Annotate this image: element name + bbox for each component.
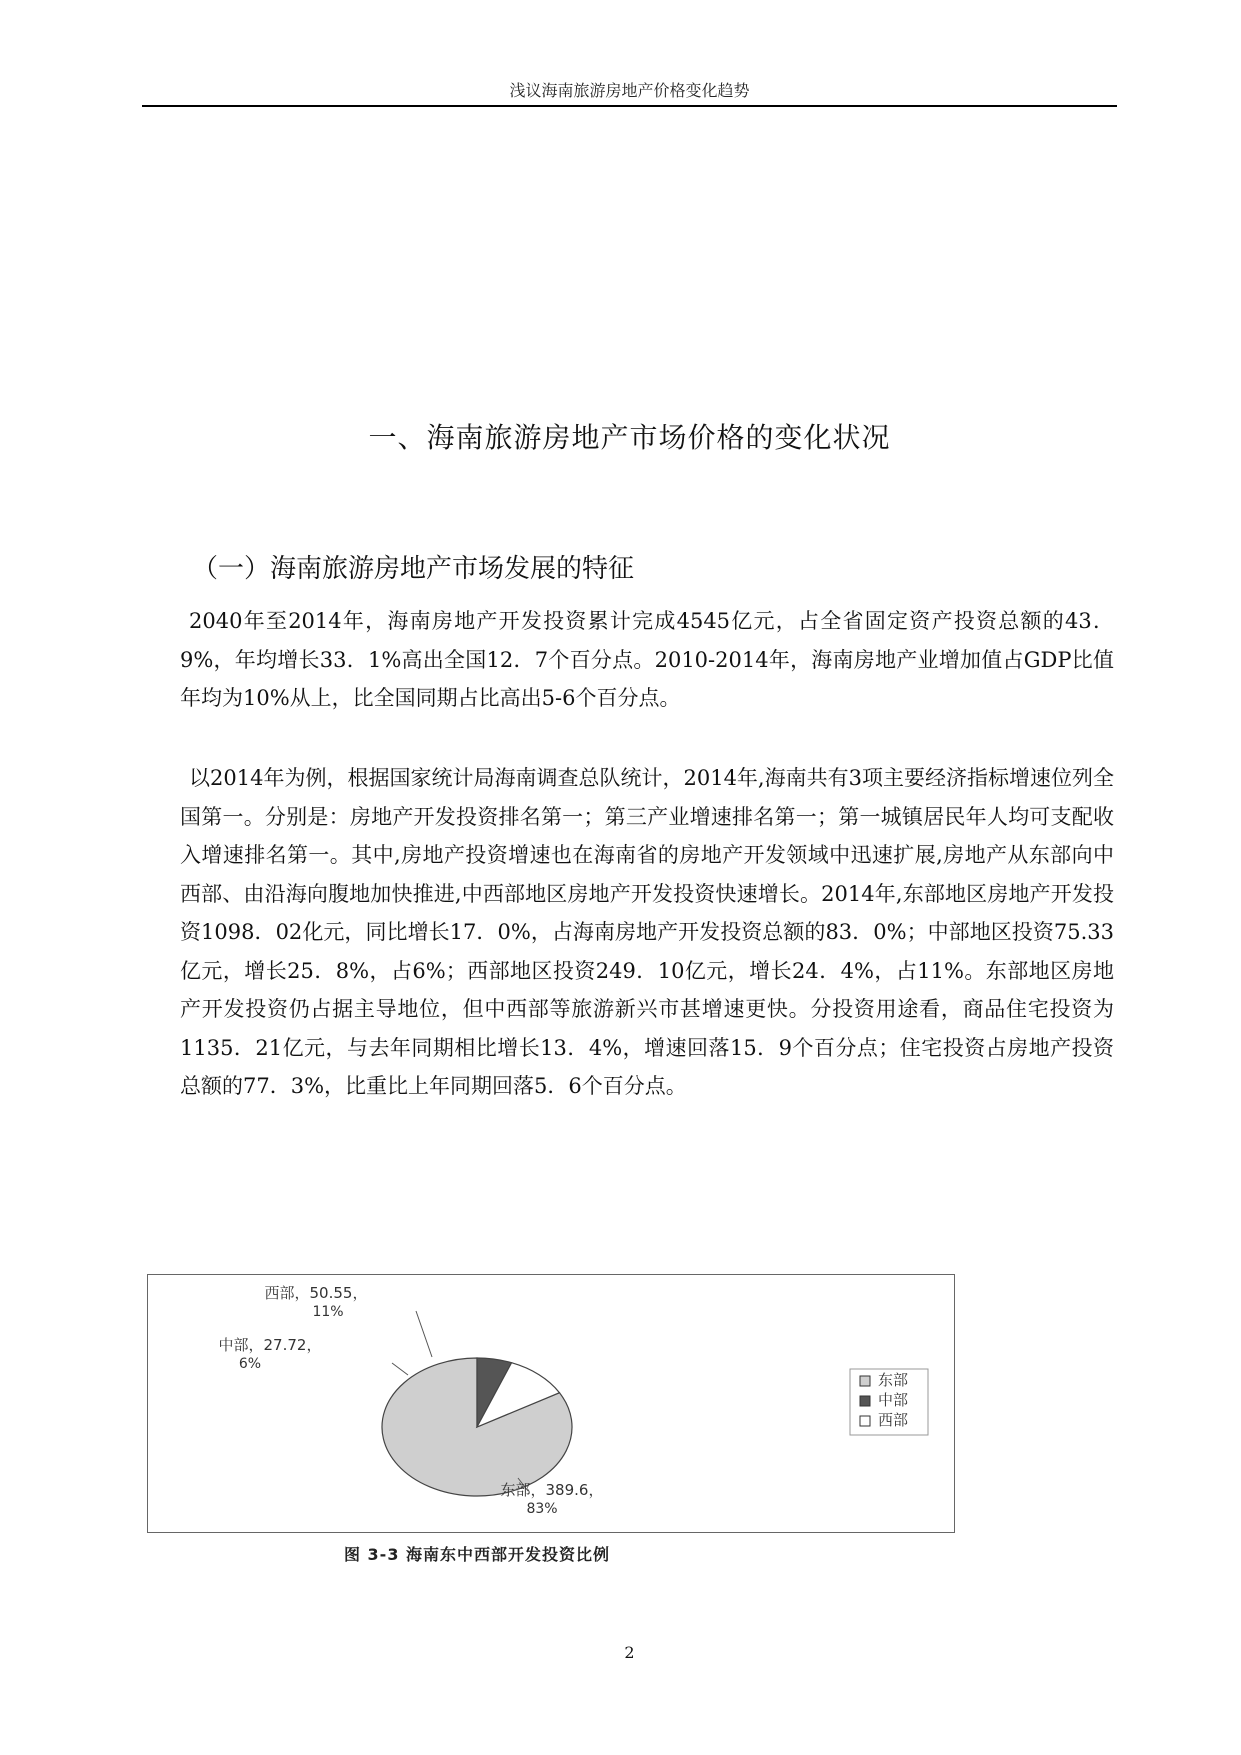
pie-chart	[148, 1275, 954, 1532]
figure-caption: 图 3-3 海南东中西部开发投资比例	[343, 1545, 611, 1564]
paragraph-1: 2040年至2014年，海南房地产开发投资累计完成4545亿元，占全省固定资产投资总额的43．9%，年均增长33．1%高出全国12．7个百分点。2010-2014年，海南房地产业增加值占GDP比值年均为10%从上，比全国同期占比高出5-6个百分点。	[180, 609, 1114, 710]
leader-line	[416, 1311, 432, 1357]
slice-label: 中部，27.72，	[218, 1336, 322, 1354]
pie-chart-figure	[147, 1274, 955, 1533]
slice-percent-label: 6%	[238, 1356, 262, 1372]
legend-label: 东部	[878, 1371, 909, 1389]
legend-label: 中部	[878, 1391, 909, 1409]
page-number: 2	[624, 1643, 635, 1662]
legend-swatch	[860, 1396, 870, 1406]
slice-label: 西部，50.55，	[264, 1284, 368, 1302]
legend-swatch	[860, 1376, 870, 1386]
header-rule	[142, 105, 1117, 107]
slice-percent-label: 83%	[526, 1501, 558, 1517]
leader-line	[392, 1363, 408, 1375]
legend-label: 西部	[878, 1411, 909, 1429]
paragraph-2: 以2014年为例，根据国家统计局海南调查总队统计，2014年,海南共有3项主要经济指标增速位列全国第一。分别是：房地产开发投资排名第一；第三产业增速排名第一；第一城镇居民年人均可支配收入增速排名第一。其中,房地产投资增速也在海南省的房地产开发领域中迅速扩展,房地产从东部向中西部、由沿海向腹地加快推进,中西部地区房地产开发投资快速增长。2014年,东部地区房地产开发投资1098．02化元，同比增长17．0%，占海南房地产开发投资总额的83．0%；中部地区投资75.33亿元，增长25．8%，占6%；西部地区投资249．10亿元，增长24．4%，占11%。东部地区房地产开发投资仍占据主导地位，但中西部等旅游新兴市甚增速更快。分投资用途看，商品住宅投资为1135．21亿元，与去年同期相比增长13．4%，增速回落15．9个百分点；住宅投资占房地产投资总额的77．3%，比重比上年同期回落5．6个百分点。	[180, 766, 1114, 1098]
running-header: 浅议海南旅游房地产价格变化趋势	[509, 81, 750, 100]
slice-percent-label: 11%	[312, 1304, 344, 1320]
subsection-title: （一）海南旅游房地产市场发展的特征	[192, 554, 635, 584]
legend-swatch	[860, 1416, 870, 1426]
slice-label: 东部，389.6，	[500, 1481, 604, 1499]
section-title: 一、海南旅游房地产市场价格的变化状况	[368, 421, 891, 454]
